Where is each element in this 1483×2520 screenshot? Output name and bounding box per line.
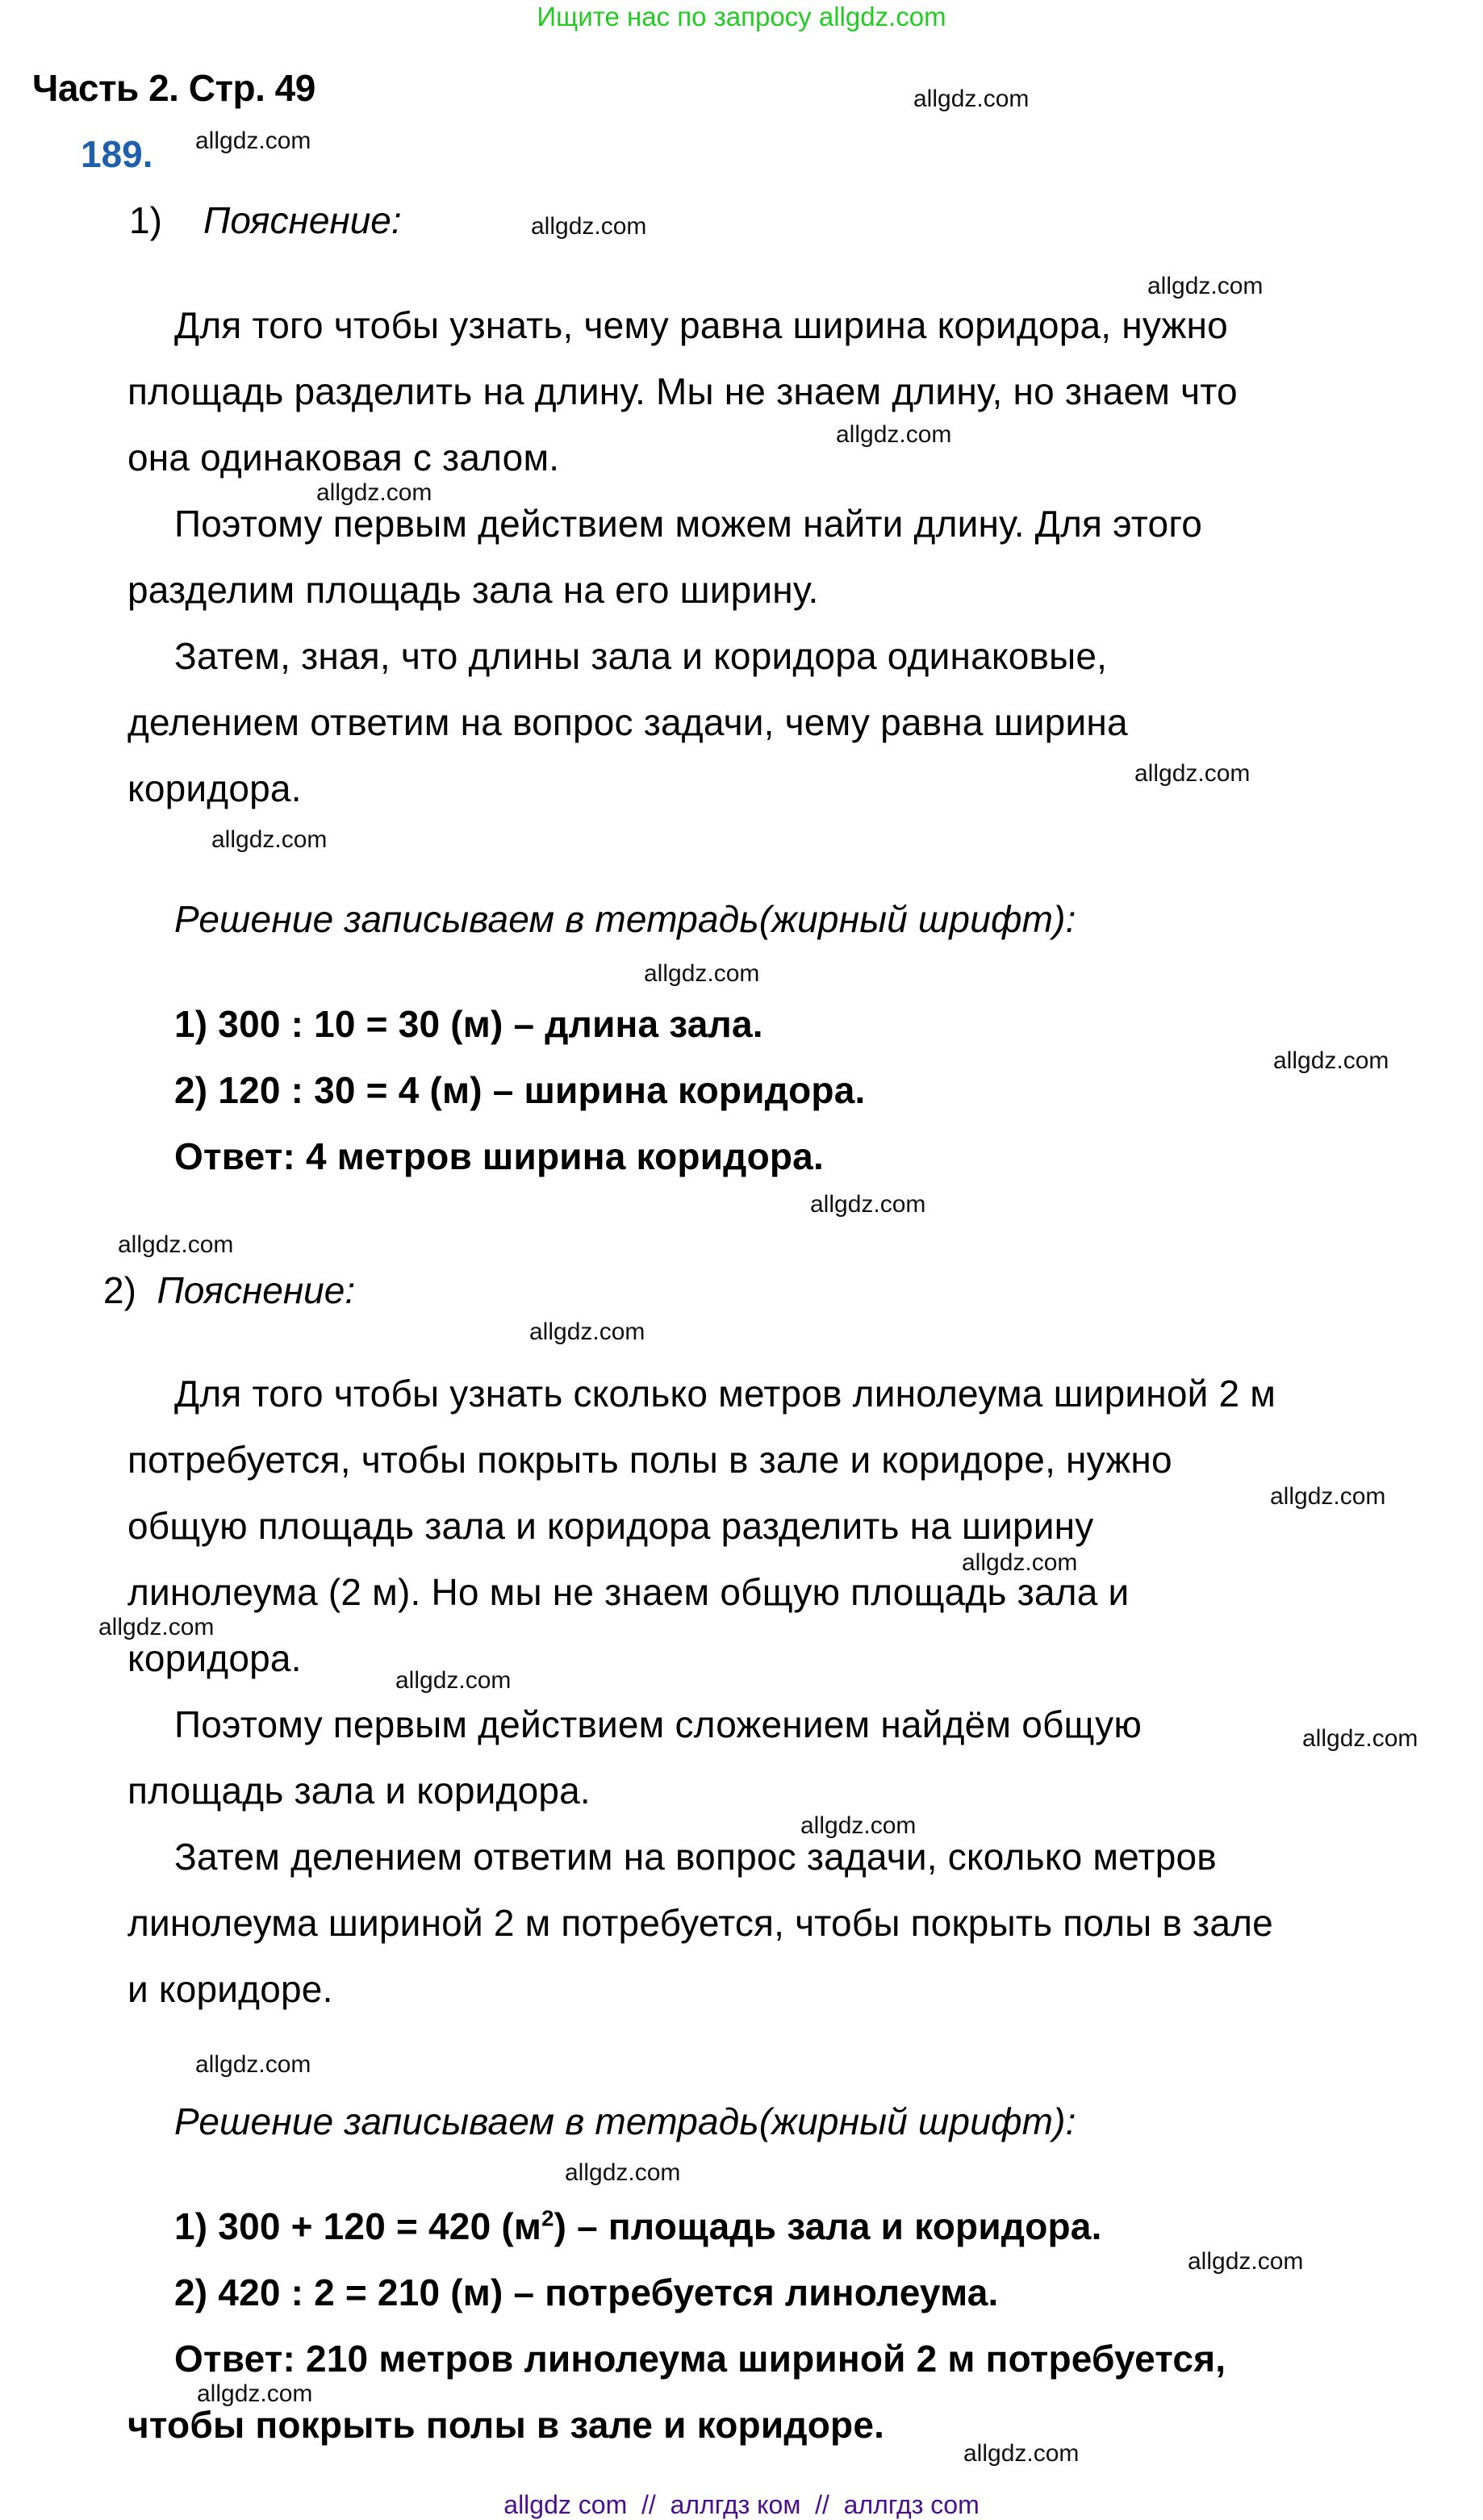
part1-label: Пояснение:	[203, 199, 402, 241]
task-number: 189.	[81, 133, 153, 175]
part2-paragraph-line: линолеума шириной 2 м потребуется, чтобы покрыть полы в зале	[127, 1902, 1273, 1944]
part1-step-2: 2) 120 : 30 = 4 (м) – ширина коридора.	[174, 1069, 866, 1111]
watermark: allgdz.com	[1134, 760, 1251, 787]
part2-paragraph-line: общую площадь зала и коридора разделить на ширину	[127, 1505, 1094, 1547]
watermark: allgdz.com	[1302, 1725, 1418, 1752]
part1-paragraph-line: делением ответим на вопрос задачи, чему равна ширина	[127, 701, 1128, 743]
watermark: allgdz.com	[913, 86, 1030, 112]
watermark: allgdz.com	[197, 2380, 313, 2407]
part2-answer-line: Ответ: 210 метров линолеума шириной 2 м потребуется,	[174, 2338, 1226, 2380]
search-banner: Ищите нас по запросу allgdz.com	[537, 2, 946, 31]
watermark: allgdz.com	[211, 826, 328, 853]
watermark: allgdz.com	[531, 213, 647, 240]
part1-paragraph-line: Поэтому первым действием можем найти длину. Для этого	[174, 503, 1203, 545]
part2-step-1: 1) 300 + 120 = 420 $(м^2)$ – площадь зала и коридора.	[174, 2205, 1102, 2247]
part2-paragraph-line: Для того чтобы узнать сколько метров линолеума шириной 2 м	[174, 1373, 1276, 1415]
watermark: allgdz.com	[118, 1231, 234, 1258]
watermark: allgdz.com	[1188, 2248, 1304, 2275]
watermark: allgdz.com	[962, 1549, 1078, 1576]
footer-links: allgdz com // аллгдз ком // аллгдз com	[503, 2490, 980, 2519]
part2-paragraph-line: Поэтому первым действием сложением найдём общую	[174, 1703, 1143, 1745]
watermark: allgdz.com	[565, 2159, 681, 2186]
part2-paragraph-line: площадь зала и коридора.	[127, 1770, 591, 1812]
part1-index: 1)	[129, 199, 162, 241]
watermark: allgdz.com	[98, 1614, 215, 1640]
part2-paragraph-line: и коридоре.	[127, 1968, 333, 2010]
part2-label: Пояснение:	[157, 1269, 356, 1311]
part1-paragraph-line: площадь разделить на длину. Мы не знаем длину, но знаем что	[127, 370, 1238, 412]
part2-paragraph-line: Затем делением ответим на вопрос задачи, сколько метров	[174, 1836, 1217, 1878]
part2-solution-intro: Решение записываем в тетрадь(жирный шрифт):	[174, 2100, 1076, 2142]
watermark: allgdz.com	[1147, 273, 1264, 299]
part2-answer-line: чтобы покрыть полы в зале и коридоре.	[127, 2404, 885, 2446]
watermark: allgdz.com	[316, 479, 432, 506]
part1-paragraph-line: разделим площадь зала на его ширину.	[127, 569, 819, 611]
watermark: allgdz.com	[800, 1812, 917, 1839]
watermark: allgdz.com	[644, 960, 760, 987]
part1-paragraph-line: она одинаковая с залом.	[127, 437, 560, 479]
part1-paragraph-line: Затем, зная, что длины зала и коридора одинаковые,	[174, 635, 1108, 677]
watermark: allgdz.com	[810, 1191, 926, 1218]
watermark: allgdz.com	[195, 2051, 311, 2078]
part1-heading	[129, 199, 402, 242]
watermark: allgdz.com	[963, 2440, 1080, 2467]
part2-paragraph-line: коридора.	[127, 1637, 302, 1679]
part1-step-1: 1) 300 : 10 = 30 (м) – длина зала.	[174, 1003, 763, 1045]
part2-heading	[103, 1268, 355, 1312]
part1-solution-intro: Решение записываем в тетрадь(жирный шрифт):	[174, 898, 1076, 940]
page-title: Часть 2. Стр. 49	[32, 67, 315, 109]
part1-paragraph-line: коридора.	[127, 767, 302, 809]
watermark: allgdz.com	[195, 127, 311, 154]
watermark: allgdz.com	[836, 421, 952, 448]
part1-paragraph-line: Для того чтобы узнать, чему равна ширина коридора, нужно	[174, 304, 1228, 346]
watermark: allgdz.com	[1273, 1047, 1389, 1074]
watermark: allgdz.com	[395, 1667, 512, 1694]
part2-index: 2)	[103, 1269, 136, 1311]
part1-answer: Ответ: 4 метров ширина коридора.	[174, 1135, 824, 1177]
watermark: allgdz.com	[529, 1319, 645, 1345]
part2-paragraph-line: потребуется, чтобы покрыть полы в зале и коридоре, нужно	[127, 1439, 1172, 1481]
part2-paragraph-line: линолеума (2 м). Но мы не знаем общую площадь зала и	[127, 1571, 1130, 1613]
watermark: allgdz.com	[1270, 1483, 1386, 1510]
part2-step-2: 2) 420 : 2 = 210 (м) – потребуется линолеума.	[174, 2271, 999, 2313]
